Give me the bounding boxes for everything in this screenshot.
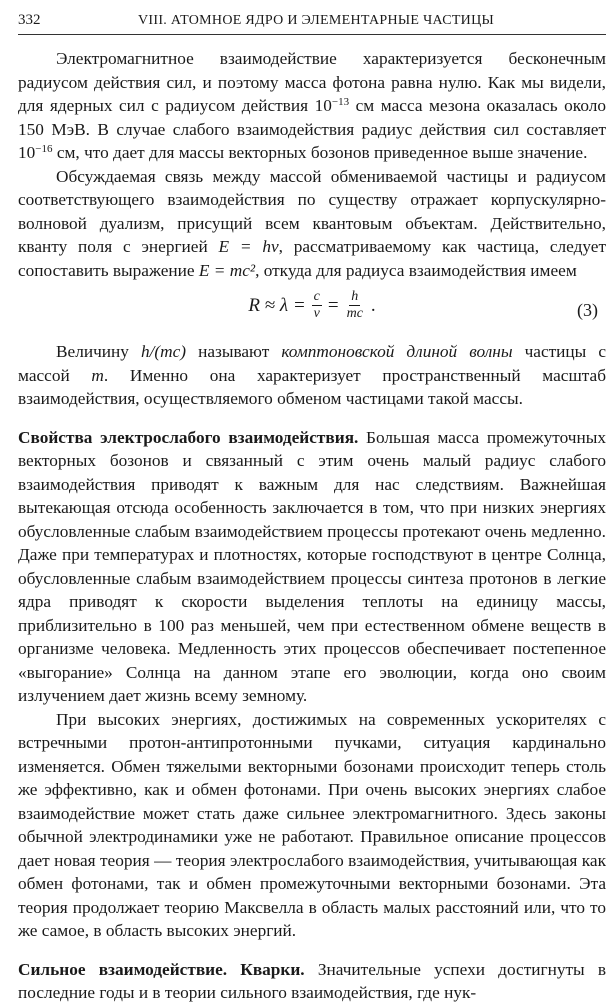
body-text xyxy=(18,47,606,1005)
paragraph-mass-radius: Обсуждаемая связь между массой обмениваемой частицы и радиусом соответствующего взаимодействия по существу отражает корпускулярно-волновой дуализм, присущий всем квантовым объектам. Действительно, кванту поля с энергией E = hν, рассматриваемому как частица, следует сопоставить выражение E = mc², откуда для радиуса взаимодействия имеем xyxy=(18,166,606,280)
display-formula-3 xyxy=(18,283,606,337)
fraction-h-over-mc: $\frac{h}{mc}$ xyxy=(346,289,363,321)
section-heading-electroweak: Свойства электрослабого взаимодействия. xyxy=(18,427,359,447)
page-number: 332 xyxy=(18,12,41,28)
paragraph-high-energies: При высоких энергиях, достижимых на современных ускорителях с встречными протон-антипротонными пучками, ситуация кардинально изменяется. Обмен тяжелыми векторными бозонами происходит теперь столь же эффективно, как и обмен фотонами. При очень высоких энергиях слабое взаимодействие может стать даже сильнее электромагнитного. Здесь законы обычной электродинамики уже не работают. Правильное описание процессов дает новая теория — теория электрослабого взаимодействия, учитывающая как обмен фотонами, так и обмен промежуточными векторными бозонами. Эта теория продолжает теорию Максвелла в область малых расстояний или, что то же самое, в область высоких энергий. xyxy=(18,709,606,940)
formula-period: . xyxy=(370,294,376,316)
section-electroweak: Свойства электрослабого взаимодействия. Большая масса промежуточных векторных бозонов и связанный с этим очень малый радиус слабого взаимодействия приводят к важным для нас следствиям. Важнейшая вытекающая отсюда особенность заключается в том, что при низких энергиях обусловленные слабым взаимодействием процессы протекают очень медленно. Даже при температурах и плотностях, которые господствуют в центре Солнца, обусловленные слабым взаимодействием процессы синтеза протонов в легкие ядра приводят к скорости выделения теплоты на единицу массы, приблизительно в 100 раз меньшей, чем при естественном обмене веществ в организме человека. Медленность этих процессов обеспечивает постепенное «выгорание» Солнца на данном этапе его эволюции, когда оно своим излучением дает жизнь всему земному. xyxy=(18,427,606,705)
inline-equation-e-hnu: E = hν xyxy=(218,237,279,256)
section-strong-interaction: Сильное взаимодействие. Кварки. Значительные успехи достигнуты в последние годы и в теории сильного взаимодействия, где нук- xyxy=(18,959,606,1002)
fraction-c-over-nu: $\frac{c}{\nu}$ xyxy=(313,289,320,321)
formula-body xyxy=(18,289,606,322)
inline-variable-m: m xyxy=(91,365,104,385)
inline-expression-h-mc: h/(mc) xyxy=(140,342,187,361)
formula-lhs: R ≈ λ = xyxy=(248,294,306,316)
equation-number: (3) xyxy=(577,300,598,320)
inline-equation-e-mc2: E = mc² xyxy=(198,260,256,280)
section-heading-strong: Сильное взаимодействие. Кварки. xyxy=(18,959,305,979)
term-compton-wavelength: комптоновской длиной волны xyxy=(281,342,513,361)
paragraph-em-interaction: Электромагнитное взаимодействие характеризуется бесконечным радиусом действия сил, и поэтому масса фотона равна нулю. Как мы видели, для ядерных сил с радиусом действия $10^{-13}$ см масса мезона оказалась около 150 МэВ. В случае слабого взаимодействия радиус действия сил составляет $10^{-16}$ см, что дает для массы векторных бозонов приведенное выше значение. xyxy=(18,49,606,162)
page-header xyxy=(18,10,606,35)
formula-equals: = xyxy=(327,294,339,316)
paragraph-compton: Величину h/(mc) называют комптоновской длиной волны частицы с массой m. Именно она характеризует пространственный масштаб взаимодействия, осуществляемого обменом частицами такой массы. xyxy=(18,342,606,408)
running-head: VIII. АТОМНОЕ ЯДРО И ЭЛЕМЕНТАРНЫЕ ЧАСТИЦЫ xyxy=(138,13,495,28)
